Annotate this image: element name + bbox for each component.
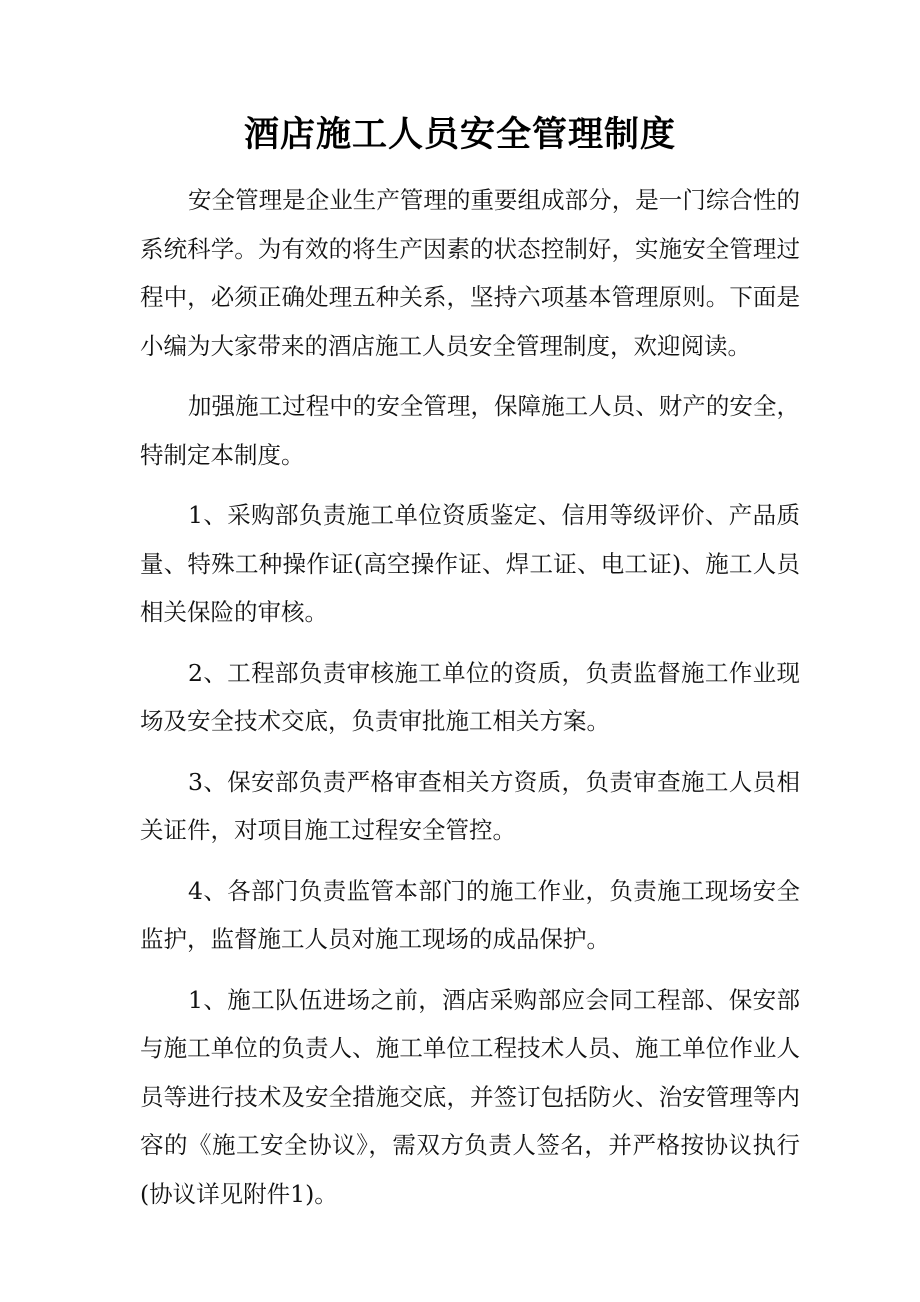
paragraph-item-1-procurement: 1、采购部负责施工单位资质鉴定、信用等级评价、产品质量、特殊工种操作证(高空操作证、焊工证、电工证)、施工人员相关保险的审核。: [140, 501, 800, 626]
paragraph-item-4-departments: 4、各部门负责监管本部门的施工作业，负责施工现场安全监护，监督施工人员对施工现场的成品保护。: [140, 876, 800, 953]
paragraph-item-1-entry: 1、施工队伍进场之前，酒店采购部应会同工程部、保安部与施工单位的负责人、施工单位工程技术人员、施工单位作业人员等进行技术及安全措施交底，并签订包括防火、治安管理等内容的《施工安全协议》，需双方负责人签名，并严格按协议执行(协议详见附件1)。: [140, 985, 800, 1208]
paragraph-intro: 安全管理是企业生产管理的重要组成部分，是一门综合性的系统科学。为有效的将生产因素的状态控制好，实施安全管理过程中，必须正确处理五种关系，坚持六项基本管理原则。下面是小编为大家带来的酒店施工人员安全管理制度，欢迎阅读。: [140, 186, 800, 360]
document-body: [140, 176, 800, 1230]
document-title: 酒店施工人员安全管理制度: [243, 115, 676, 155]
paragraph-item-3-security: 3、保安部负责严格审查相关方资质，负责审查施工人员相关证件，对项目施工过程安全管控。: [140, 767, 800, 844]
paragraph-purpose: 加强施工过程中的安全管理，保障施工人员、财产的安全，特制定本制度。: [140, 392, 800, 469]
paragraph-item-2-engineering: 2、工程部负责审核施工单位的资质，负责监督施工作业现场及安全技术交底，负责审批施工相关方案。: [140, 658, 800, 735]
